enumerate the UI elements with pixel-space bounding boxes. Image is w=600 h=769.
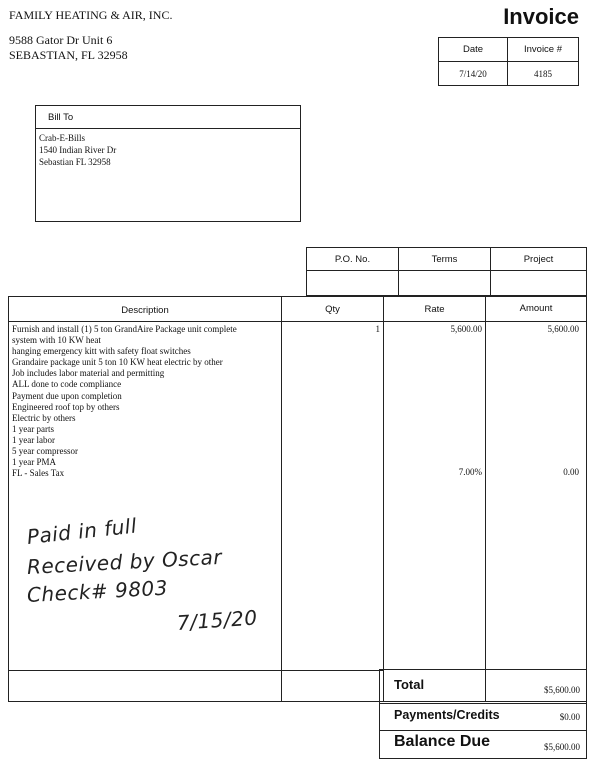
description-line: 1 year parts [12,423,54,434]
balance-due-label: Balance Due [394,733,491,750]
description-line: Engineered roof top by others [12,401,120,412]
qty-header: Qty [325,304,340,315]
invoice-meta-box [438,37,579,86]
company-address-line2: SEBASTIAN, FL 32958 [9,48,128,62]
bill-to-city: Sebastian FL 32958 [39,157,111,167]
date-value: 7/14/20 [459,69,487,79]
description-line: FL - Sales Tax [12,468,65,479]
bill-to-name: Crab-E-Bills [39,133,85,143]
description-line: Payment due upon completion [12,390,122,401]
handwritten-received-line: Received by Oscar [26,544,223,579]
item-amount: 5,600.00 [547,324,579,334]
payments-credits-value: $0.00 [559,712,580,722]
invoice-title: Invoice [503,4,579,29]
project-label: Project [523,254,554,265]
handwritten-paid-line: Paid in full [25,513,139,549]
description-line: 5 year compressor [12,446,78,457]
company-address-line1: 9588 Gator Dr Unit 6 [9,33,113,47]
bill-to-box [35,105,301,222]
description-line: Job includes labor material and permitting [12,368,165,379]
description-line: hanging emergency kitt with safety float switches [12,346,191,357]
description-cell [12,324,237,479]
invoice-number-value: 4185 [534,69,552,79]
date-label: Date [462,44,484,55]
rate-header: Rate [424,304,445,315]
description-line: 1 year labor [12,434,55,445]
description-line: Grandaire package unit 5 ton 10 KW heat electric by other [12,357,223,368]
handwritten-date-line: 7/15/20 [176,605,259,635]
description-header: Description [121,305,169,316]
item-rate: 5,600.00 [450,324,482,334]
item-qty: 1 [375,324,380,334]
tax-rate: 7.00% [458,467,482,477]
po-number-label: P.O. No. [334,254,371,265]
total-label: Total [394,677,425,692]
amount-header: Amount [519,303,553,314]
totals-box [379,669,587,759]
description-line: Electric by others [12,412,76,423]
description-line: system with 10 KW heat [12,335,101,346]
payments-credits-label: Payments/Credits [394,708,500,722]
terms-label: Terms [431,254,458,265]
description-line: Furnish and install (1) 5 ton GrandAire Package unit complete [12,324,237,334]
invoice-number-label: Invoice # [523,44,563,55]
description-line: ALL done to code compliance [12,379,122,390]
tax-amount: 0.00 [563,467,579,477]
bill-to-label: Bill To [48,112,74,123]
bill-to-street: 1540 Indian River Dr [39,145,117,155]
order-info-box [306,247,587,296]
total-value: $5,600.00 [544,685,580,695]
handwritten-note [25,513,259,635]
handwritten-check-line: Check# 9803 [26,575,169,607]
line-items-table [8,296,587,702]
description-line: 1 year PMA [12,457,56,468]
balance-due-value: $5,600.00 [544,742,580,752]
company-name: FAMILY HEATING & AIR, INC. [9,8,173,22]
